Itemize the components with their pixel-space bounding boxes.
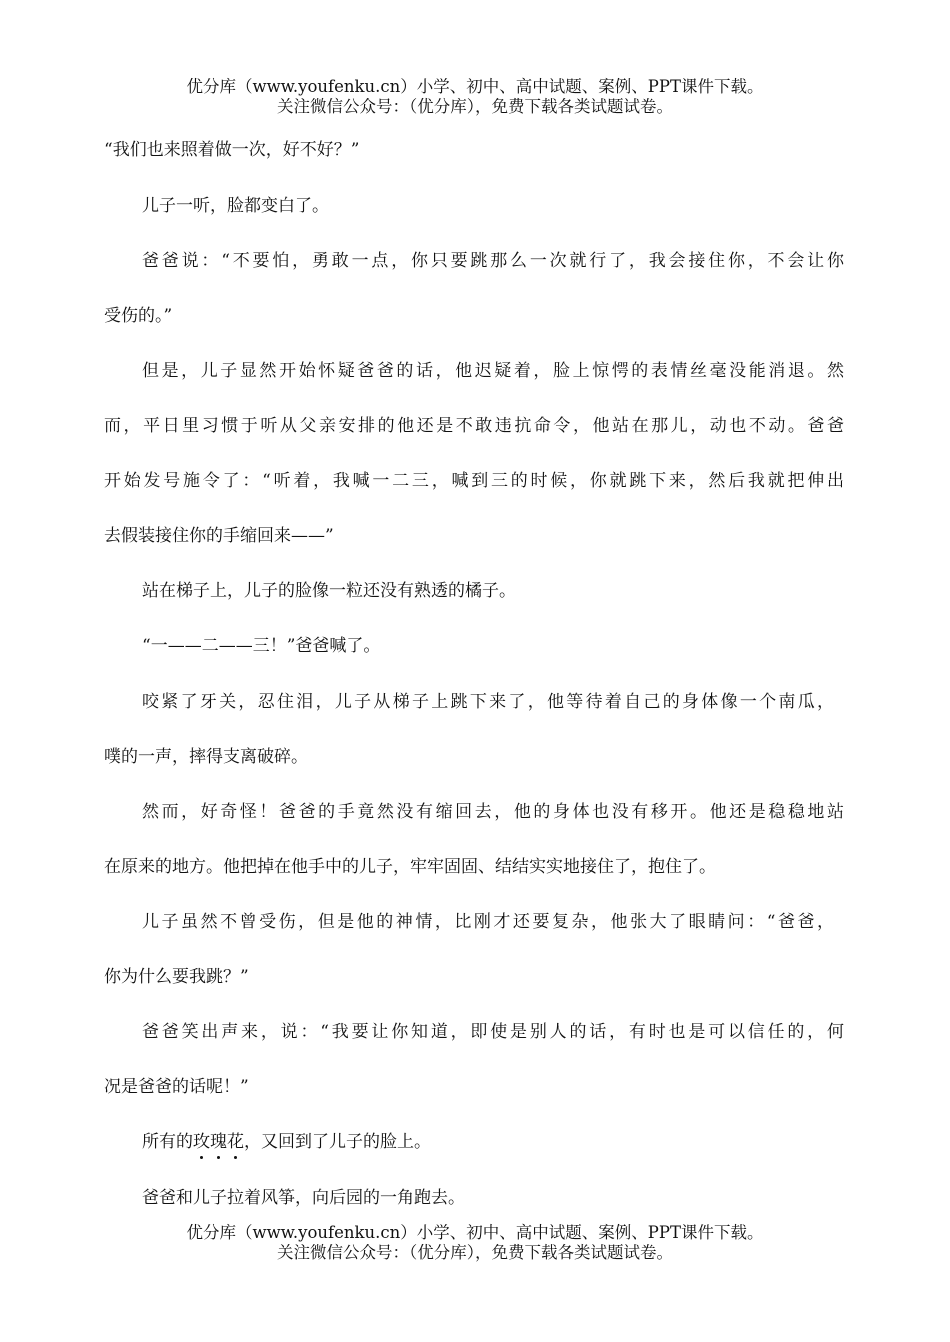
text-line: 况是爸爸的话呢！” [104, 1077, 249, 1097]
emphasis-dot-char: 花 [227, 1127, 244, 1152]
emphasis-dot-char: 瑰 [210, 1127, 227, 1152]
header-line-2: 关注微信公众号：（优分库），免费下载各类试题试卷。 [277, 97, 673, 116]
text-line: 受伤的。” [104, 306, 173, 326]
footer-line-2: 关注微信公众号：（优分库），免费下载各类试题试卷。 [277, 1243, 673, 1262]
footer-line-1: 优分库（www.youfenku.cn）小学、初中、高中试题、案例、PPT课件下载。 [186, 1223, 764, 1242]
text-line-emphasis: 所有的玫瑰花，又回到了儿子的脸上。 [142, 1127, 882, 1152]
text-line: 咬紧了牙关，忍住泪，儿子从梯子上跳下来了，他等待着自己的身体像一个南瓜， [142, 692, 834, 712]
text-line: 你为什么要我跳？” [104, 967, 249, 987]
text-line: 噗的一声，摔得支离破碎。 [104, 747, 308, 767]
text-line: 儿子一听，脸都变白了。 [142, 196, 329, 216]
text-line: 爸爸笑出声来，说：“我要让你知道，即使是别人的话，有时也是可以信任的，何 [142, 1022, 844, 1042]
text-line: 爸爸和儿子拉着风筝，向后园的一角跑去。 [142, 1188, 465, 1208]
text-line: 开始发号施令了：“听着，我喊一二三，喊到三的时候，你就跳下来，然后我就把伸出 [104, 471, 844, 491]
text-line: 爸爸说：“不要怕，勇敢一点，你只要跳那么一次就行了，我会接住你，不会让你 [142, 251, 844, 271]
text-line: 儿子虽然不曾受伤，但是他的神情，比刚才还要复杂，他张大了眼睛问：“爸爸， [142, 912, 834, 932]
text-line: “我们也来照着做一次，好不好？” [104, 140, 360, 160]
page-header [0, 77, 950, 117]
page-footer [0, 1223, 950, 1263]
text-line: 但是，儿子显然开始怀疑爸爸的话，他迟疑着，脸上惊愕的表情丝毫没能消退。然 [142, 361, 844, 381]
text-line: 站在梯子上，儿子的脸像一粒还没有熟透的橘子。 [142, 581, 516, 601]
text-line: 去假装接住你的手缩回来——” [104, 526, 334, 546]
emphasis-dot-char: 玫 [193, 1127, 210, 1152]
header-line-1: 优分库（www.youfenku.cn）小学、初中、高中试题、案例、PPT课件下载。 [186, 77, 764, 96]
text-line: 而，平日里习惯于听从父亲安排的他还是不敢违抗命令，他站在那儿，动也不动。爸爸 [104, 416, 844, 436]
text-line: “一——二——三！”爸爸喊了。 [142, 636, 381, 656]
text-line: 在原来的地方。他把掉在他手中的儿子，牢牢固固、结结实实地接住了，抱住了。 [104, 857, 716, 877]
text-line: 然而，好奇怪！爸爸的手竟然没有缩回去，他的身体也没有移开。他还是稳稳地站 [142, 802, 844, 822]
